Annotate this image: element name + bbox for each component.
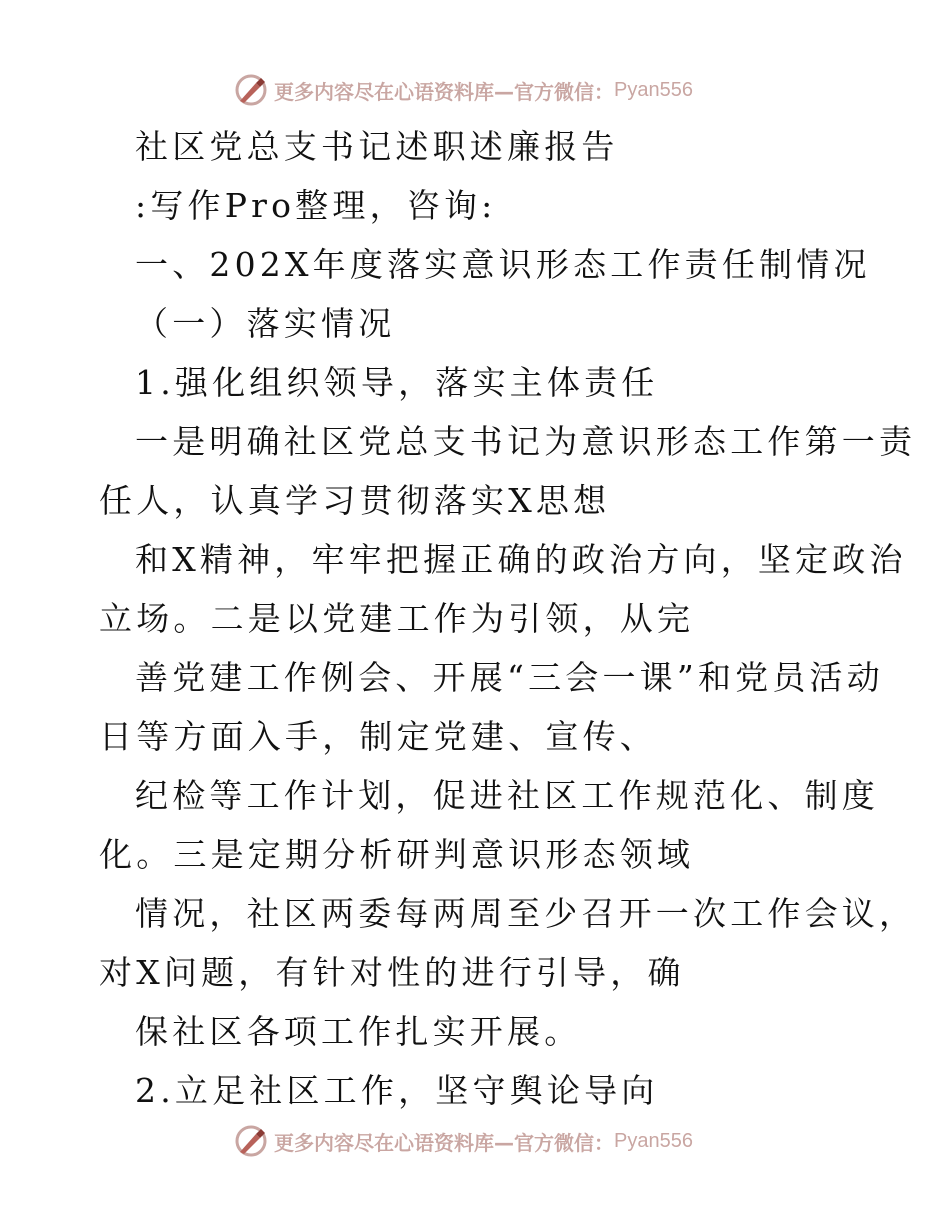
paragraph-line: 任人，认真学习贯彻落实X思想	[99, 481, 611, 520]
watermark-banner-top	[234, 70, 693, 110]
paragraph-line: 纪检等工作计划，促进社区工作规范化、制度	[135, 776, 879, 815]
paragraph-line: 对X问题，有针对性的进行引导，确	[99, 953, 685, 992]
watermark-separator: —官方微信：	[494, 1130, 614, 1155]
watermark-text: 更多内容尽在心语资料库	[274, 79, 494, 104]
watermark-separator: —官方微信：	[494, 79, 614, 104]
paragraph-line: 善党建工作例会、开展“三会一课”和党员活动	[135, 658, 884, 697]
watermark-banner-bottom	[234, 1121, 693, 1161]
item-2-title: 2.立足社区工作，坚守舆论导向	[135, 1071, 659, 1110]
watermark-wechat-id: Pyan556	[614, 78, 693, 101]
paragraph-line: 保社区各项工作扎实开展。	[135, 1012, 582, 1051]
paragraph-line: 一是明确社区党总支书记为意识形态工作第一责	[135, 422, 917, 461]
paragraph-line: 日等方面入手，制定党建、宣传、	[99, 717, 657, 756]
paragraph-line: 化。三是定期分析研判意识形态领域	[99, 835, 695, 874]
paragraph-line: 和X精神，牢牢把握正确的政治方向，坚定政治	[135, 540, 907, 579]
pen-logo-icon	[234, 73, 268, 107]
paragraph-line: 立场。二是以党建工作为引领，从完	[99, 599, 695, 638]
section-heading-1: 一、202X年度落实意识形态工作责任制情况	[135, 245, 871, 284]
pen-logo-icon	[234, 1124, 268, 1158]
source-note: :写作Pro整理，咨询:	[135, 186, 497, 225]
document-title: 社区党总支书记述职述廉报告	[135, 127, 619, 166]
item-1-title: 1.强化组织领导，落实主体责任	[135, 363, 659, 402]
section-heading-2: （一）落实情况	[135, 304, 396, 343]
paragraph-line: 情况，社区两委每两周至少召开一次工作会议，	[135, 894, 917, 933]
watermark-wechat-id: Pyan556	[614, 1129, 693, 1152]
watermark-text: 更多内容尽在心语资料库	[274, 1130, 494, 1155]
